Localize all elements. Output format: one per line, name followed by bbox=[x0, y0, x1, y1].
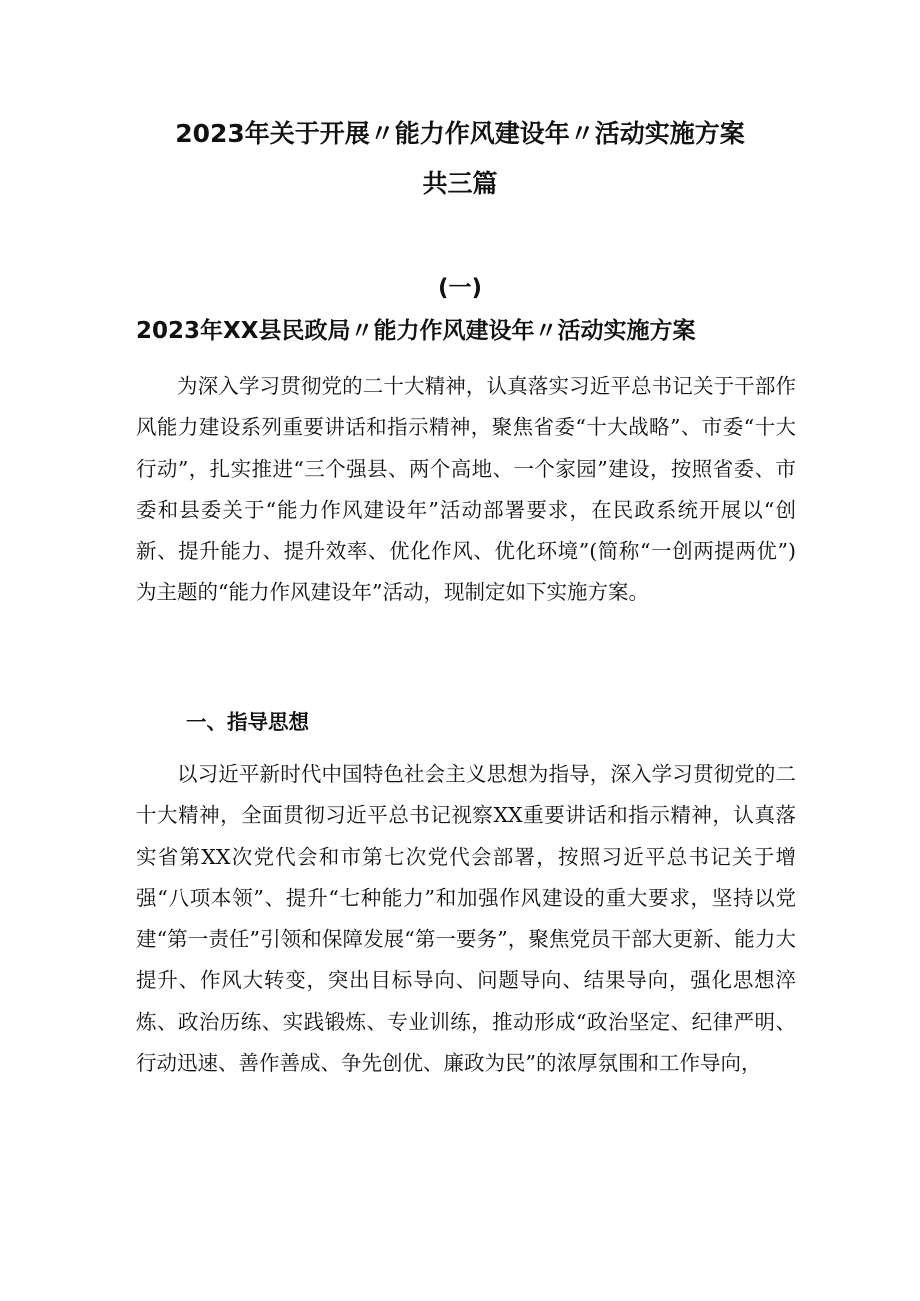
part-title: 2023年XX县民政局〃能力作风建设年〃活动实施方案 bbox=[136, 318, 696, 344]
intro-paragraph: 为深入学习贯彻党的二十大精神，认真落实习近平总书记关于干部作风能力建设系列重要讲话和指示精神，聚焦省委“十大战略”、市委“十大行动”，扎实推进“三个强县、两个高地、一个家园”建设，按照省委、市委和县委关于“能力作风建设年”活动部署要求，在民政系统开展以“创新、提升能力、提升效率、优化作风、优化环境”(简称“一创两提两优”)为主题的“能力作风建设年”活动，现制定如下实施方案。 bbox=[136, 374, 796, 605]
guiding-ideology-paragraph: 以习近平新时代中国特色社会主义思想为指导，深入学习贯彻党的二十大精神，全面贯彻习近平总书记视察XX重要讲话和指示精神，认真落实省第XX次党代会和市第七次党代会部署，按照习近平总书记关于增强“八项本领”、提升“七种能力”和加强作风建设的重大要求，坚持以党建“第一责任”引领和保障发展“第一要务”，聚焦党员干部大更新、能力大提升、作风大转变，突出目标导向、问题导向、结果导向，强化思想淬炼、政治历练、实践锻炼、专业训练，推动形成“政治坚定、纪律严明、行动迅速、善作善成、争先创优、廉政为民”的浓厚氛围和工作导向， bbox=[136, 762, 796, 1076]
section-heading-guiding-ideology: 一、指导思想 bbox=[186, 710, 309, 734]
document-title-line1: 2023年关于开展〃能力作风建设年〃活动实施方案 bbox=[175, 119, 745, 148]
document-title-line2: 共三篇 bbox=[422, 169, 498, 198]
part-number: (一) bbox=[437, 275, 483, 301]
